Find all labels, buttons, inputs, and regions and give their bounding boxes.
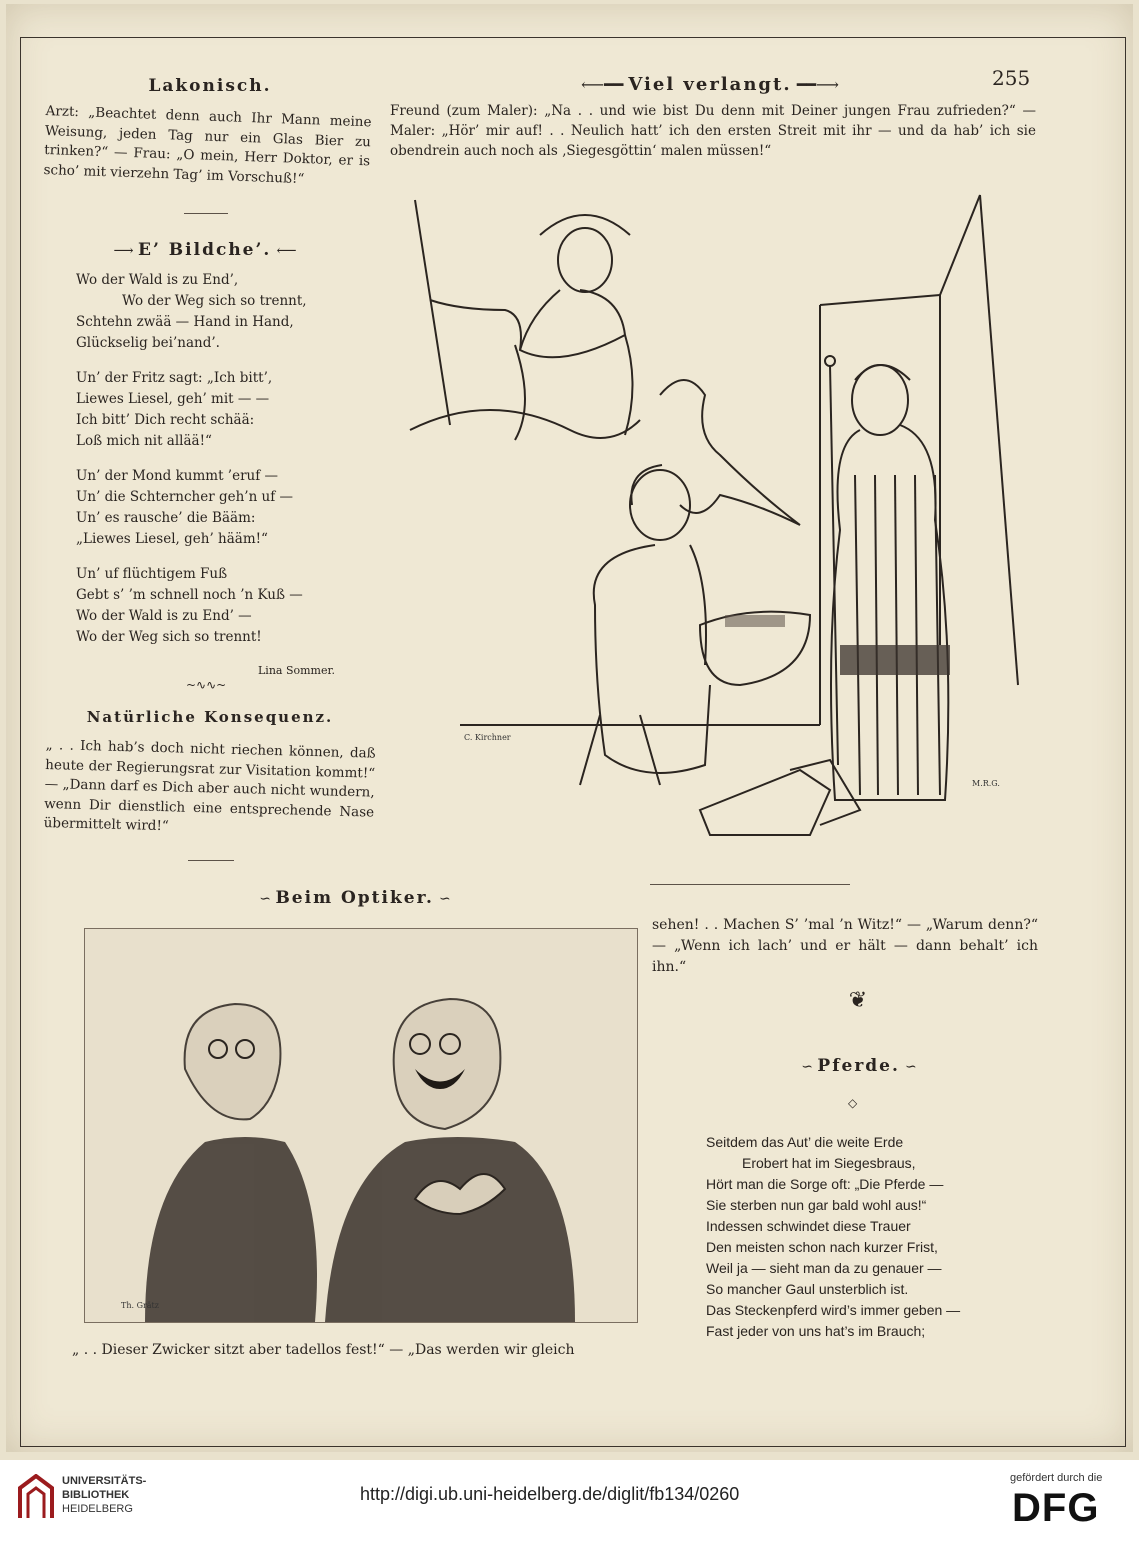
poem-line: Ich bitt’ Dich recht schää: <box>76 412 255 428</box>
poem-line: Schtehn zwää — Hand in Hand, <box>76 314 294 330</box>
pferde-heading <box>754 1056 964 1076</box>
ornament-left: ⟵━━ <box>581 75 624 94</box>
library-logo-icon <box>16 1474 56 1522</box>
painter-drawing <box>400 185 1030 850</box>
optiker-heading <box>210 888 500 908</box>
optiker-title: Beim Optiker. <box>275 888 434 908</box>
ornament-left: ∽ <box>259 891 276 907</box>
poem-line: So mancher Gaul unsterblich ist. <box>706 1281 909 1297</box>
optician-illustration <box>84 928 638 1323</box>
ornament-right: ∽ <box>439 891 451 907</box>
poem-line: Indessen schwindet diese Trauer <box>706 1218 911 1234</box>
poem-line: Un’ uf flüchtigem Fuß <box>76 566 228 582</box>
poem-line: Wo der Wald is zu End’, <box>76 272 239 288</box>
library-line: UNIVERSITÄTS- <box>62 1475 147 1487</box>
permalink-url[interactable]: http://digi.ub.uni-heidelberg.de/diglit/fb134/0260 <box>360 1484 740 1504</box>
lakonisch-text: Arzt: „Beachtet denn auch Ihr Mann meine Weisung, jeden Tag nur ein Glas Bier zu trinken?“ — Frau: „O mein, Herr Doktor, er is scho’ mit vierzehn Tag’ im Vorschuß!“ <box>43 102 372 187</box>
konsequenz-text: „ . . Ich hab’s doch nicht riechen können, daß heute der Regierungsrat zur Visitation kommt!“ — „Dann darf es Dich aber auch nicht wundern, wenn Dir dienstlich eine entsprechende Nase übermittelt wird!“ <box>43 736 376 835</box>
painter-artist-signature: C. Kirchner <box>464 733 511 742</box>
poem-line: Liewes Liesel, geh’ mit — — <box>76 391 270 407</box>
optiker-caption: „ . . Dieser Zwicker sitzt aber tadellos fest!“ — „Das werden wir gleich <box>72 1342 575 1358</box>
poem-stanza <box>76 270 376 354</box>
poem-line: Un’ der Mond kummt ’eruf — <box>76 468 279 484</box>
ornament-right: ∽ <box>905 1059 917 1075</box>
poem-line: Weil ja — sieht man da zu genauer — <box>706 1260 942 1276</box>
poem-line: Wo der Weg sich so trennt, <box>122 293 307 309</box>
bildche-poem <box>76 270 376 662</box>
poem-stanza <box>76 564 376 648</box>
library-line: BIBLIOTHEK <box>62 1489 130 1501</box>
poem-line: Loß mich nit allää!“ <box>76 433 212 449</box>
ornament-squiggle: ~∿∿~ <box>186 678 227 692</box>
poem-line: Das Steckenpferd wird’s immer geben — <box>706 1302 961 1318</box>
poem-line: Un’ es rausche’ die Bääm: <box>76 510 256 526</box>
optician-artist-signature: Th. Grätz <box>121 1301 159 1310</box>
poem-line: Un’ die Schterncher geh’n uf — <box>76 489 294 505</box>
divider <box>184 213 228 214</box>
poem-line: Erobert hat im Siegesbraus, <box>742 1155 916 1171</box>
poem-line: Wo der Wald is zu End’ — <box>76 608 252 624</box>
floral-ornament: ❦ <box>848 988 868 1013</box>
viel-verlangt-title: Viel verlangt. <box>628 74 792 95</box>
poem-line: Hört man die Sorge oft: „Die Pferde — <box>706 1176 944 1192</box>
ornament-right: ━━⟶ <box>796 75 839 94</box>
painter-illustration <box>400 185 1030 850</box>
ornament-right: ⟵ <box>276 243 297 259</box>
poem-stanza <box>76 368 376 452</box>
poem-line: Fast jeder von uns hat’s im Brauch; <box>706 1323 926 1339</box>
poem-line: Glückselig bei’nand’. <box>76 335 220 351</box>
optician-drawing <box>85 929 637 1322</box>
konsequenz-title: Natürliche Konsequenz. <box>86 708 334 726</box>
poem-stanza <box>76 466 376 550</box>
dfg-logo: DFG <box>1012 1486 1100 1530</box>
bildche-author: Lina Sommer. <box>258 664 336 677</box>
divider <box>650 884 850 885</box>
library-line: HEIDELBERG <box>62 1503 133 1515</box>
ornament-left: ∽ <box>801 1059 818 1075</box>
poem-line: Seitdem das Aut’ die weite Erde <box>706 1134 904 1150</box>
viel-verlangt-text: Freund (zum Maler): „Na . . und wie bist Du denn mit Deiner jungen Frau zufrieden?“ — Maler: „Hör’ mir auf! . . Neulich hatt’ ich den ersten Streit mit ihr — und da hab’ ich sie obendrein auch noch als ‚Siegesgöttin‘ malen müssen!“ <box>390 103 1036 159</box>
funded-by-label: gefördert durch die <box>1010 1472 1103 1484</box>
bildche-heading <box>80 240 330 260</box>
pferde-poem <box>706 1132 1036 1342</box>
poem-line: Sie sterben nun gar bald wohl aus!“ <box>706 1197 927 1213</box>
painter-monogram: M.R.G. <box>972 779 1000 788</box>
diamond-ornament: ◇ <box>848 1096 858 1110</box>
page-number: 255 <box>992 66 1031 90</box>
divider <box>188 860 234 861</box>
poem-line: „Liewes Liesel, geh’ hääm!“ <box>76 531 268 547</box>
poem-line: Den meisten schon nach kurzer Frist, <box>706 1239 938 1255</box>
pferde-title: Pferde. <box>817 1056 900 1076</box>
poem-line: Un’ der Fritz sagt: „Ich bitt’, <box>76 370 273 386</box>
bildche-title: E’ Bildche’. <box>138 240 272 260</box>
poem-line: Wo der Weg sich so trennt! <box>76 629 262 645</box>
library-name <box>62 1474 146 1516</box>
ornament-left: ⟶ <box>113 243 138 259</box>
optiker-continuation: sehen! . . Machen S’ ’mal ’n Witz!“ — „Warum denn?“ — „Wenn ich lach’ und er hält — dann behalt’ ich ihn.“ <box>652 917 1038 975</box>
poem-line: Gebt s’ ’m schnell noch ’n Kuß — <box>76 587 303 603</box>
lakonisch-title: Lakonisch. <box>148 76 272 96</box>
viel-verlangt-heading <box>560 74 860 95</box>
footer-bar <box>0 1460 1139 1542</box>
